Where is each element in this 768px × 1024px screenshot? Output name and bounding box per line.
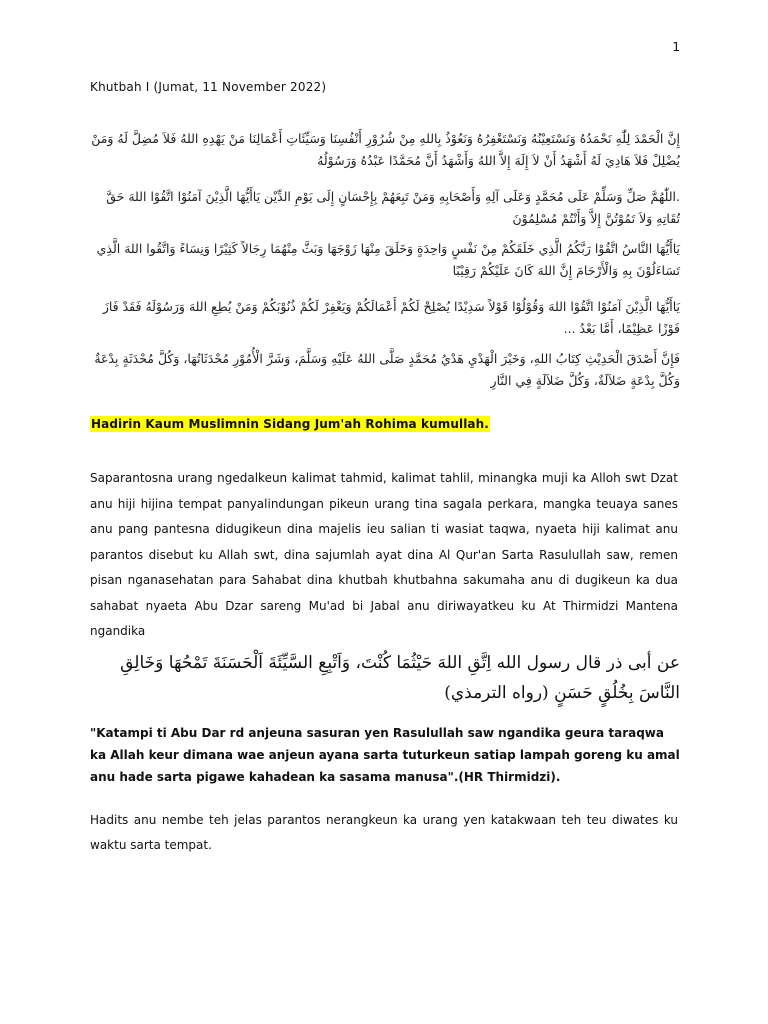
highlighted-salutation: Hadirin Kaum Muslimnin Sidang Jum'ah Rohima kumullah. xyxy=(91,417,489,431)
arabic-opening-paragraph: يَاأَيُّهَا الَّذِيْنَ آمَنُوْا اتَّقُوْا اللهَ وَقُوْلُوْا قَوْلاً سَدِيْدًا يُصْلِحْ لَكُمْ أَعْمَالَكُمْ وَيَغْفِرْ لَكُمْ ذُنُوْبَكُمْ وَمَنْ يُطِعِ اللهَ وَرَسُوْلَهُ فَقَدْ فَازَ فَوْزًا عَظِيْمًا، أَمَّا بَعْدُ ... xyxy=(102,299,680,336)
arabic-opening-paragraph: فَإِنَّ أَصْدَقَ الْحَدِيْثِ كِتَابُ اللهِ، وَخَيْرَ الْهَدْيِ هَدْيُ مُحَمَّدٍ صَلَّى اللهُ عَلَيْهِ وَسَلَّمَ، وَشَرَّ الْأُمُوْرِ مُحْدَثَاتُهَا، وَكُلَّ مُحْدَثَةٍ بِدْعَةٌ وَكُلَّ بِدْعَةٍ ضَلاَلَةٌ، وَكُلَّ ضَلاَلَةٍ فِي النَّارِ xyxy=(94,351,680,388)
page-number: 1 xyxy=(672,40,680,54)
body-paragraph: Hadits anu nembe teh jelas parantos nerangkeun ka urang yen katakwaan teh teu diwates ku waktu sarta tempat. xyxy=(90,813,678,852)
body-paragraph: Saparantosna urang ngedalkeun kalimat tahmid, kalimat tahlil, minangka muji ka Alloh swt Dzat anu hiji hijina tempat panyalindungan pikeun urang tina sagala perkara, mangka teuaya sanes anu pang pantesna didugikeun dina majelis ieu salian ti wasiat taqwa, nyaeta hiji kalimat anu parantos disebut ku Allah swt, dina sajumlah ayat dina Al Qur'an Sarta Rasulullah saw, remen pisan nganasehatan para Sahabat dina khutbah khutbahna sakumaha anu di dugikeun ka dua sahabat nyaeta Abu Dzar sareng Mu'ad bi Jabal anu diriwayatkeu ku At Thirmidzi Mantena ngandika xyxy=(90,471,678,638)
arabic-opening-paragraph: إِنَّ الْحَمْدَ لِلّٰهِ نَحْمَدُهُ وَنَسْتَعِيْنُهُ وَنَسْتَغْفِرُهُ وَنَعُوْذُ بِاللهِ مِنْ شُرُوْرِ أَنْفُسِنَا وَسَيِّئَاتِ أَعْمَالِنَا مَنْ يَهْدِهِ اللهُ فَلاَ مُضِلَّ لَهُ وَمَنْ يُضْلِلْ فَلاَ هَادِيَ لَهُ أَشْهَدُ أَنْ لاَ إِلَهَ إِلاَّ اللهُ وَأَشْهَدُ أَنَّ مُحَمَّدًا عَبْدُهُ وَرَسُوْلُهُ xyxy=(91,131,680,168)
arabic-opening-paragraph: يَاأَيُّهَا النَّاسُ اتَّقُوْا رَبَّكُمُ الَّذِي خَلَقَكُمْ مِنْ نَفْسٍ وَاحِدَةٍ وَخَلَقَ مِنْهَا زَوْجَهَا وَبَثَّ مِنْهُمَا رِجَالاً كَثِيْرًا وَنِسَاءً وَاتَّقُوا اللهَ الَّذِي تَسَاءَلُوْنَ بِهِ وَالْأَرْحَامَ إِنَّ اللهَ كَانَ عَلَيْكُمْ رَقِيْبًا xyxy=(96,241,680,278)
arabic-opening-paragraph: .اللّٰهُمَّ صَلِّ وَسَلِّمْ عَلَى مُحَمَّدٍ وَعَلَى آلِهِ وَأَصْحَابِهِ وَمَنْ تَبِعَهُمْ بِإِحْسَانٍ إِلَى يَوْمِ الدِّيْن يَاأَيُّهَا الَّذِيْنَ آمَنُوْا اتَّقُوْا اللهَ حَقَّ تُقَاتِهِ وَلاَ تَمُوْتُنَّ إِلاَّ وَأَنْتُمْ مُسْلِمُوْنَ xyxy=(106,189,680,226)
hadith-translation: "Katampi ti Abu Dar rd anjeuna sasuran yen Rasulullah saw ngandika geura taraqwa ka Allah keur dimana wae anjeun ayana sarta tuturkeun satiap lampah goreng ku amal anu hade sarta pigawe kahadean ka sasama manusa".(HR Thirmidzi). xyxy=(90,726,680,784)
hadith-arabic-text: عن أبى ذر قال رسول الله اِتَّقِ اللهَ حَيْثُمَا كُنْتَ، وَاَتْبِعِ السَّيِّئَةَ اَلْحَسَنَةَ تَمْحُهَا وَخَالِقِ النَّاسَ بِخُلُقٍ حَسَنٍ (رواه الترمذي) xyxy=(120,653,680,703)
document-title: Khutbah I (Jumat, 11 November 2022) xyxy=(90,80,327,94)
